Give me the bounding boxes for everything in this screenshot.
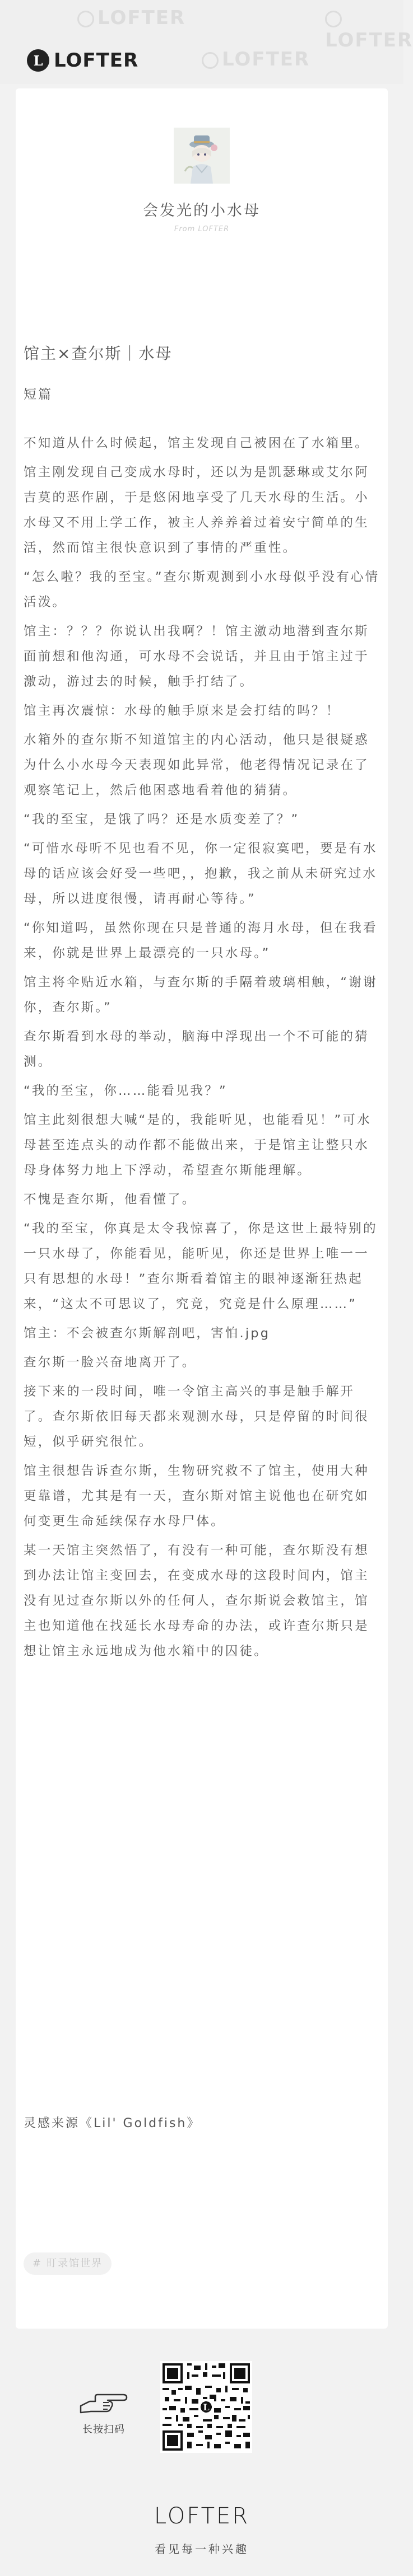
paragraph: 接下来的一段时间，唯一令馆主高兴的事是触手解开了。查尔斯依旧每天都来观测水母，只是停留的时间很短，似乎研究很忙。 bbox=[24, 1384, 369, 1449]
lofter-logo-icon: L bbox=[27, 49, 49, 72]
paragraph: 馆主：不会被查尔斯解剖吧，害怕.jpg bbox=[24, 1326, 271, 1341]
scan-hint-text: 长按扫码 bbox=[82, 2424, 125, 2436]
paragraph: “你知道吗，虽然你现在只是普通的海月水母，但在我看来，你就是世界上最漂亮的一只水母。” bbox=[24, 921, 378, 961]
watermark: LOFTER bbox=[325, 7, 413, 51]
tag-label: 盯录馆世界 bbox=[47, 2257, 103, 2269]
paragraph: “我的至宝，是饿了吗？还是水质变差了？” bbox=[24, 812, 300, 827]
pointing-hand-icon bbox=[78, 2389, 129, 2417]
blog-name[interactable]: 会发光的小水母 bbox=[143, 202, 261, 219]
paragraph: 查尔斯一脸兴奋地离开了。 bbox=[24, 1355, 197, 1370]
footer-brand: LOFTER bbox=[154, 2503, 250, 2529]
watermark: LOFTER bbox=[77, 7, 185, 29]
paragraph: “怎么啦？我的至宝。”查尔斯观测到小水母似乎没有心情活泼。 bbox=[24, 570, 380, 610]
watermark: LOFTER bbox=[202, 48, 310, 71]
header-band bbox=[0, 0, 413, 84]
paragraph: 查尔斯看到水母的举动，脑海中浮现出一个不可能的猜测。 bbox=[24, 1029, 369, 1069]
qr-code-graphic bbox=[160, 2361, 252, 2453]
post-card bbox=[16, 88, 388, 2329]
paragraph: 馆主再次震惊：水母的触手原来是会打结的吗？！ bbox=[24, 704, 341, 718]
paragraph: 不愧是查尔斯，他看懂了。 bbox=[24, 1192, 197, 1207]
paragraph: 不知道从什么时候起，馆主发现自己被困在了水箱里。 bbox=[24, 436, 369, 451]
blog-source: From LOFTER bbox=[174, 225, 230, 233]
paragraph: 馆主刚发现自己变成水母时，还以为是凯瑟琳或艾尔阿吉莫的恶作剧，于是悠闲地享受了几天水母的生活。小水母又不用上学工作，被主人养养着过着安宁简单的生活，然而馆主很快意识到了事情的严重性。 bbox=[24, 465, 369, 555]
avatar[interactable] bbox=[174, 128, 230, 184]
paragraph: “我的至宝，你真是太令我惊喜了，你是这世上最特别的一只水母了，你能看见，能听见，你还是世界上唯一一只有思想的水母！”查尔斯看着馆主的眼神逐渐狂热起来，“这太不可思议了，究竟，究竟是什么原理……” bbox=[24, 1221, 378, 1312]
hash-icon: # bbox=[33, 2257, 43, 2269]
post-tag[interactable] bbox=[24, 2252, 112, 2275]
paragraph: 馆主此刻很想大喊“是的，我能听见，也能看见！”可水母甚至连点头的动作都不能做出来，于是馆主让整只水母身体努力地上下浮动，希望查尔斯能理解。 bbox=[24, 1113, 372, 1178]
paragraph: 水箱外的查尔斯不知道馆主的内心活动，他只是很疑惑为什么小水母今天表现如此异常，他老得情况记录在了观察笔记上，然后他困惑地看着他的猜猜。 bbox=[24, 733, 369, 798]
footer-slogan: 看见每一种兴趣 bbox=[155, 2542, 249, 2556]
watermark-logo-icon bbox=[325, 11, 342, 27]
watermark-logo-icon bbox=[77, 11, 94, 27]
paragraph: 馆主很想告诉查尔斯，生物研究救不了馆主，使用大种更靠谱，尤其是有一天，查尔斯对馆主说他也在研究如何变更生命延续保存水母尸体。 bbox=[24, 1464, 369, 1529]
scan-hint bbox=[78, 2389, 129, 2436]
post-body bbox=[24, 431, 380, 1668]
inspiration-note: 灵感来源《Lil' Goldfish》 bbox=[24, 2116, 201, 2130]
post-title: 馆主×查尔斯｜水母 bbox=[24, 344, 173, 363]
paragraph: 馆主：？？？你说认出我啊？！馆主激动地潜到查尔斯面前想和他沟通，可水母不会说话，并且由于馆主过于激动，游过去的时候，触手打结了。 bbox=[24, 624, 369, 689]
avatar-illustration-icon bbox=[174, 128, 230, 184]
post-subtitle: 短篇 bbox=[24, 387, 53, 402]
brand-logo bbox=[27, 49, 138, 72]
paragraph: 馆主将伞贴近水箱，与查尔斯的手隔着玻璃相触，“谢谢你，查尔斯。” bbox=[24, 975, 378, 1015]
paragraph: 某一天馆主突然悟了，有没有一种可能，查尔斯没有想到办法让馆主变回去，在变成水母的这段时间内，馆主没有见过查尔斯以外的任何人，查尔斯说会救馆主，馆主也知道他在找延长水母寿命的办法，或许查尔斯只是想让馆主永远地成为他水箱中的囚徒。 bbox=[24, 1543, 369, 1659]
brand-name: LOFTER bbox=[54, 49, 139, 72]
paragraph: “我的至宝，你……能看见我？” bbox=[24, 1084, 228, 1098]
watermark-logo-icon bbox=[202, 52, 219, 69]
qr-code-icon[interactable] bbox=[160, 2361, 252, 2453]
paragraph: “可惜水母听不见也看不见，你一定很寂寞吧，要是有水母的话应该会好受一些吧，，抱歉，我之前从未研究过水母，所以进度很慢，请再耐心等待。” bbox=[24, 841, 378, 906]
svg-text:L: L bbox=[203, 2402, 210, 2413]
